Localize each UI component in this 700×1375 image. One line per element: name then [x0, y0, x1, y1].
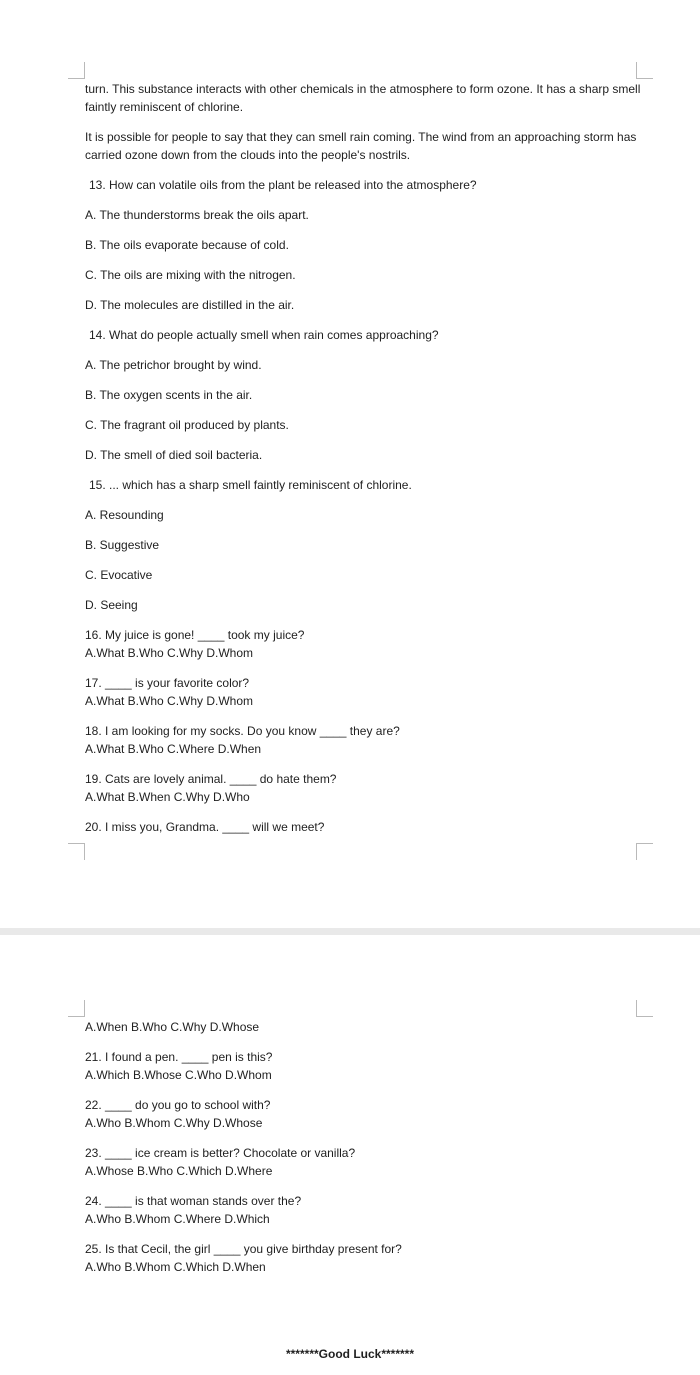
question-21: 21. I found a pen. ____ pen is this? — [85, 1050, 273, 1064]
question-20: 20. I miss you, Grandma. ____ will we meet? — [85, 820, 325, 834]
question-13: 13. How can volatile oils from the plant be released into the atmosphere? — [89, 178, 477, 192]
margin-corner-mark — [636, 1000, 653, 1017]
question-24: 24. ____ is that woman stands over the? — [85, 1194, 302, 1208]
passage-paragraph: It is possible for people to say that they can smell rain coming. The wind from an approaching storm has carried ozone down from the clouds into the people's nostrils. — [85, 130, 637, 162]
document-page-2 — [0, 935, 700, 1375]
question-19: 19. Cats are lovely animal. ____ do hate them? — [85, 772, 337, 786]
option-b: B. The oxygen scents in the air. — [85, 388, 253, 402]
answer-options: A.What B.When C.Why D.Who — [85, 790, 250, 804]
option-a: A. Resounding — [85, 508, 164, 522]
page-break — [0, 928, 700, 935]
answer-options: A.Who B.Whom C.Where D.Which — [85, 1212, 270, 1226]
option-c: C. Evocative — [85, 568, 153, 582]
margin-corner-mark — [68, 1000, 85, 1017]
option-c: C. The fragrant oil produced by plants. — [85, 418, 289, 432]
answer-options: A.Which B.Whose C.Who D.Whom — [85, 1068, 272, 1082]
option-a: A. The thunderstorms break the oils apart. — [85, 208, 309, 222]
question-14: 14. What do people actually smell when rain comes approaching? — [89, 328, 439, 342]
margin-corner-mark — [636, 62, 653, 79]
question-22: 22. ____ do you go to school with? — [85, 1098, 271, 1112]
option-a: A. The petrichor brought by wind. — [85, 358, 262, 372]
option-d: D. Seeing — [85, 598, 138, 612]
option-c: C. The oils are mixing with the nitrogen. — [85, 268, 296, 282]
margin-corner-mark — [68, 843, 85, 860]
answer-options: A.Who B.Whom C.Which D.When — [85, 1260, 266, 1274]
answer-options: A.What B.Who C.Why D.Whom — [85, 694, 254, 708]
question-16: 16. My juice is gone! ____ took my juice? — [85, 628, 305, 642]
option-b: B. The oils evaporate because of cold. — [85, 238, 289, 252]
margin-corner-mark — [68, 62, 85, 79]
answer-options: A.When B.Who C.Why D.Whose — [85, 1020, 260, 1034]
answer-options: A.What B.Who C.Where D.When — [85, 742, 262, 756]
passage-paragraph: turn. This substance interacts with other chemicals in the atmosphere to form ozone. It has a sharp smell faintly reminiscent of chlorine. — [85, 82, 641, 114]
question-17: 17. ____ is your favorite color? — [85, 676, 250, 690]
question-23: 23. ____ ice cream is better? Chocolate or vanilla? — [85, 1146, 356, 1160]
option-d: D. The smell of died soil bacteria. — [85, 448, 263, 462]
margin-corner-mark — [636, 843, 653, 860]
option-b: B. Suggestive — [85, 538, 160, 552]
good-luck-footer: *******Good Luck******* — [285, 1347, 415, 1361]
answer-options: A.What B.Who C.Why D.Whom — [85, 646, 254, 660]
answer-options: A.Who B.Whom C.Why D.Whose — [85, 1116, 263, 1130]
option-d: D. The molecules are distilled in the air. — [85, 298, 295, 312]
answer-options: A.Whose B.Who C.Which D.Where — [85, 1164, 273, 1178]
question-15: 15. ... which has a sharp smell faintly reminiscent of chlorine. — [89, 478, 412, 492]
question-25: 25. Is that Cecil, the girl ____ you give birthday present for? — [85, 1242, 402, 1256]
question-18: 18. I am looking for my socks. Do you know ____ they are? — [85, 724, 400, 738]
